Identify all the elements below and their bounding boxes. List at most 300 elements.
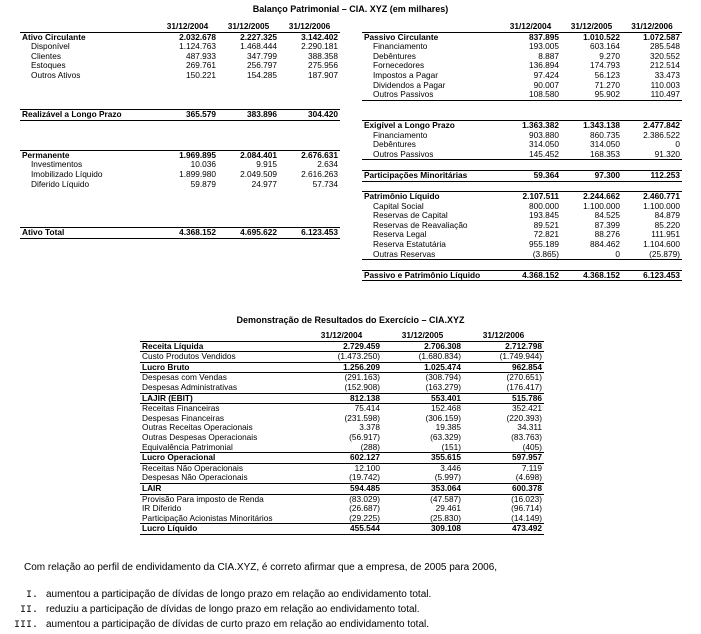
table-row — [20, 61, 340, 71]
blank-cell — [218, 199, 279, 209]
row-label: Imobilizado Líquido — [31, 169, 103, 179]
row-value: 87.399 — [594, 220, 620, 230]
table-row — [140, 494, 544, 504]
row-value: 89.521 — [533, 220, 559, 230]
table-row — [140, 504, 544, 514]
header-row — [362, 22, 682, 32]
row-value: 3.446 — [440, 463, 461, 473]
table-row — [362, 150, 682, 160]
row-value: (47.587) — [430, 494, 461, 504]
spacer-row — [20, 199, 340, 209]
row-value: 353.064 — [382, 483, 463, 494]
row-label: Permanente — [20, 150, 157, 160]
row-label: LAJIR (EBIT) — [140, 393, 301, 404]
year-header: 31/12/2005 — [218, 22, 279, 32]
table-row — [20, 160, 340, 170]
year-header: 31/12/2004 — [500, 22, 561, 32]
row-label: Outros Passivos — [362, 150, 500, 160]
row-label: Patrimônio Líquido — [362, 192, 500, 202]
question-intro: Com relação ao perfil de endividamento da CIA.XYZ, é correto afirmar que a empresa, de 2005 para 2006, — [24, 562, 498, 573]
row-value: 71.270 — [594, 80, 620, 90]
blank-cell — [279, 140, 340, 150]
row-value: (220.393) — [506, 413, 542, 423]
blank-cell — [157, 90, 218, 100]
row-value: (163.279) — [425, 382, 461, 392]
row-value: 72.821 — [533, 230, 559, 240]
row-label: Fornecedores — [373, 61, 425, 71]
row-value: (308.794) — [425, 372, 461, 383]
row-value: 59.879 — [190, 179, 216, 189]
row-value: 152.468 — [431, 403, 461, 414]
row-label: Reserva Legal — [373, 230, 427, 240]
blank-cell — [218, 90, 279, 100]
row-value: 1.124.763 — [179, 42, 216, 52]
row-label: Ativo Circulante — [22, 32, 86, 42]
question-item — [14, 589, 431, 604]
row-value: 6.123.453 — [622, 270, 682, 281]
header-blank — [362, 22, 500, 32]
header-blank — [20, 22, 157, 32]
row-value: (63.329) — [430, 432, 461, 442]
blank-cell — [279, 81, 340, 91]
table-row — [140, 453, 544, 464]
item-numeral: II. — [19, 605, 38, 616]
row-value: 8.887 — [538, 51, 559, 61]
row-label: Passivo Circulante — [364, 32, 439, 42]
spacer-row — [362, 110, 682, 120]
row-value: 365.579 — [157, 110, 218, 121]
row-value: 168.353 — [561, 150, 622, 160]
table-row — [140, 383, 544, 393]
spacer-row — [20, 100, 340, 110]
blank-cell — [561, 110, 622, 120]
table-row — [140, 414, 544, 424]
table-row — [20, 180, 340, 190]
row-value: 10.036 — [190, 160, 216, 170]
row-value: 97.300 — [561, 170, 622, 181]
row-value: 2.290.181 — [301, 42, 338, 52]
row-value: 75.414 — [354, 403, 380, 414]
row-value: 110.003 — [650, 80, 680, 90]
row-value: (16.023) — [511, 494, 542, 504]
row-value: 4.695.622 — [218, 228, 279, 239]
row-label: Clientes — [31, 51, 61, 61]
row-value: 187.907 — [308, 70, 338, 80]
row-value: 4.368.152 — [157, 228, 218, 239]
row-label: Despesas com Vendas — [142, 372, 227, 383]
blank-cell — [500, 260, 561, 271]
question-item — [14, 604, 431, 619]
header-row — [140, 331, 544, 341]
row-label: Capital Social — [373, 201, 424, 211]
blank-cell — [157, 218, 218, 228]
item-text: aumentou a participação de dívidas de longo prazo em relação ao endividamento total. — [46, 589, 432, 600]
blank-cell — [279, 131, 340, 141]
row-value: 1.343.138 — [561, 120, 622, 130]
blank-cell — [279, 208, 340, 218]
row-value: 962.854 — [463, 362, 544, 373]
spacer-row — [362, 160, 682, 171]
spacer-row — [20, 140, 340, 150]
row-label: Despesas Não Operacionais — [142, 473, 248, 483]
row-label: Lucro Líquido — [140, 524, 301, 535]
spacer-row — [20, 218, 340, 228]
spacer-row — [362, 181, 682, 192]
spacer-row — [362, 260, 682, 271]
table-row — [362, 192, 682, 202]
row-value: 275.956 — [308, 61, 338, 71]
row-value: (1.680.834) — [418, 351, 461, 362]
row-value: 352.421 — [512, 403, 542, 414]
row-value: 600.378 — [463, 483, 544, 494]
row-value: 304.420 — [279, 110, 340, 121]
item-text: reduziu a participação de dívidas de longo prazo em relação ao endividamento total. — [46, 604, 420, 615]
blank-cell — [561, 160, 622, 171]
row-value: 84.879 — [654, 211, 680, 221]
table-row — [362, 52, 682, 62]
row-label: Disponível — [31, 42, 70, 52]
table-row — [20, 52, 340, 62]
row-value: 1.104.600 — [643, 240, 680, 250]
row-value: 19.385 — [435, 423, 461, 433]
row-value: 2.227.325 — [240, 32, 277, 42]
spacer-row — [20, 208, 340, 218]
row-value: (176.417) — [506, 382, 542, 392]
blank-cell — [362, 100, 500, 110]
row-label: Receita Líquida — [140, 341, 301, 352]
blank-cell — [218, 131, 279, 141]
row-label: Equivalência Patrimonial — [142, 442, 233, 452]
blank-cell — [622, 160, 682, 171]
row-label: Financiamento — [373, 130, 428, 140]
row-value: 553.401 — [382, 393, 463, 404]
row-value: 1.468.444 — [240, 42, 277, 52]
row-value: (3.865) — [500, 250, 561, 260]
table-row — [362, 221, 682, 231]
table-row — [20, 110, 340, 121]
table-row — [20, 71, 340, 81]
row-value: 59.364 — [500, 170, 561, 181]
blank-cell — [157, 100, 218, 110]
row-value: 88.276 — [594, 230, 620, 240]
table-row — [140, 433, 544, 443]
row-value: 1.969.895 — [157, 150, 218, 160]
row-value: 90.007 — [533, 80, 559, 90]
item-numeral: I. — [25, 590, 38, 601]
blank-cell — [279, 100, 340, 110]
row-value: (19.742) — [349, 473, 380, 483]
table-row — [140, 341, 544, 352]
spacer-row — [20, 189, 340, 199]
table-row — [362, 250, 682, 260]
year-header: 31/12/2006 — [279, 22, 340, 32]
blank-cell — [362, 110, 500, 120]
blank-cell — [622, 110, 682, 120]
blank-cell — [218, 208, 279, 218]
row-label: Reservas de Reavaliação — [373, 220, 468, 230]
row-value: 2.032.678 — [179, 32, 216, 42]
row-value: 136.894 — [529, 61, 559, 71]
blank-cell — [279, 120, 340, 130]
blank-cell — [561, 181, 622, 192]
table-row — [140, 393, 544, 404]
row-value: 285.548 — [650, 42, 680, 52]
row-value: 2.244.662 — [561, 192, 622, 202]
blank-cell — [157, 131, 218, 141]
row-value: 383.896 — [218, 110, 279, 121]
row-label: Outras Despesas Operacionais — [142, 432, 258, 442]
table-row — [140, 443, 544, 453]
row-value: 1.010.522 — [583, 32, 620, 42]
year-header: 31/12/2006 — [463, 331, 544, 341]
blank-cell — [157, 140, 218, 150]
row-value: 193.005 — [529, 42, 559, 52]
table-row — [20, 170, 340, 180]
row-value: 2.729.459 — [301, 341, 382, 352]
row-value: 85.220 — [654, 220, 680, 230]
row-value: 212.514 — [650, 61, 680, 71]
table-row — [20, 32, 340, 42]
blank-cell — [157, 208, 218, 218]
blank-cell — [20, 131, 157, 141]
row-label: Participações Minoritárias — [362, 170, 500, 181]
row-value: (152.908) — [344, 382, 380, 392]
row-label: Lucro Operacional — [140, 453, 301, 464]
balance-title: Balanço Patrimonial – CIA. XYZ (em milhares) — [252, 4, 449, 14]
spacer-row — [362, 100, 682, 110]
row-label: Outras Receitas Operacionais — [142, 423, 253, 433]
table-row — [140, 473, 544, 483]
table-row — [362, 140, 682, 150]
row-label: Despesas Administrativas — [142, 382, 237, 392]
table-row — [362, 202, 682, 212]
row-label: Provisão Para imposto de Renda — [142, 494, 264, 504]
row-label: Debêntures — [373, 51, 416, 61]
row-value: 174.793 — [590, 61, 620, 71]
row-label: Investimentos — [31, 160, 83, 170]
row-value: 2.460.771 — [622, 192, 682, 202]
row-value: 256.797 — [247, 61, 277, 71]
row-label: IR Diferido — [142, 504, 182, 514]
row-label: Estoques — [31, 61, 66, 71]
blank-cell — [279, 199, 340, 209]
row-label: Realizável a Longo Prazo — [20, 110, 157, 121]
blank-cell — [279, 218, 340, 228]
row-value: 33.473 — [654, 70, 680, 80]
blank-cell — [362, 160, 500, 171]
blank-cell — [20, 189, 157, 199]
row-value: 12.100 — [354, 463, 380, 473]
header-blank — [140, 331, 301, 341]
row-value: 2.616.263 — [301, 169, 338, 179]
row-value: (1.749.944) — [499, 351, 542, 362]
row-value: 145.452 — [500, 150, 561, 160]
row-value: 388.358 — [308, 51, 338, 61]
row-value: 150.221 — [186, 70, 216, 80]
row-value: 1.100.000 — [583, 201, 620, 211]
blank-cell — [218, 100, 279, 110]
table-row — [140, 483, 544, 494]
row-value: (56.917) — [349, 432, 380, 442]
table-row — [140, 373, 544, 383]
row-value: 955.189 — [529, 240, 559, 250]
row-value: 269.761 — [186, 61, 216, 71]
year-header: 31/12/2004 — [157, 22, 218, 32]
row-value: 95.902 — [561, 90, 622, 100]
blank-cell — [500, 160, 561, 171]
row-value: 6.123.453 — [279, 228, 340, 239]
blank-cell — [157, 199, 218, 209]
table-row — [362, 120, 682, 130]
row-value: 56.123 — [594, 70, 620, 80]
row-value: 800.000 — [529, 201, 559, 211]
row-label: Diferido Líquido — [31, 179, 90, 189]
row-value: 314.050 — [529, 140, 559, 150]
row-value: 1.256.209 — [301, 362, 382, 373]
row-label: Custo Produtos Vendidos — [142, 351, 236, 362]
blank-cell — [20, 208, 157, 218]
row-label: Financiamento — [373, 42, 428, 52]
table-row — [362, 61, 682, 71]
row-value: 455.544 — [301, 524, 382, 535]
row-value: 515.786 — [463, 393, 544, 404]
row-value: 9.915 — [256, 160, 277, 170]
row-value: (14.149) — [511, 513, 542, 523]
row-label: Outros Ativos — [31, 70, 81, 80]
table-row — [20, 228, 340, 239]
table-row — [140, 514, 544, 524]
row-value: 1.100.000 — [643, 201, 680, 211]
table-row — [362, 32, 682, 42]
row-label: Reserva Estatutária — [373, 240, 446, 250]
question-items — [14, 589, 431, 634]
row-value: 860.735 — [590, 130, 620, 140]
row-value: 347.799 — [247, 51, 277, 61]
blank-cell — [157, 120, 218, 130]
table-row — [362, 170, 682, 181]
row-value: 7.119 — [521, 463, 542, 473]
row-value: 320.552 — [650, 51, 680, 61]
row-value: 2.477.842 — [622, 120, 682, 130]
row-value: 29.461 — [435, 504, 461, 514]
blank-cell — [561, 260, 622, 271]
row-label: Passivo e Patrimônio Líquido — [362, 270, 500, 281]
row-value: 2.107.511 — [500, 192, 561, 202]
row-value: 154.285 — [247, 70, 277, 80]
row-value: 91.320 — [622, 150, 682, 160]
row-value: 111.951 — [651, 230, 680, 240]
row-value: 4.368.152 — [500, 270, 561, 281]
row-value: 4.368.152 — [561, 270, 622, 281]
row-value: 57.734 — [312, 179, 338, 189]
table-row — [362, 71, 682, 81]
year-header: 31/12/2005 — [561, 22, 622, 32]
table-row — [140, 524, 544, 535]
row-value: 84.525 — [594, 211, 620, 221]
table-row — [140, 423, 544, 433]
table-row — [140, 404, 544, 414]
liabilities-table — [362, 22, 682, 281]
row-value: (4.698) — [515, 473, 542, 483]
spacer-row — [20, 120, 340, 130]
blank-cell — [218, 120, 279, 130]
row-label: Participação Acionistas Minoritários — [142, 513, 273, 523]
table-row — [140, 463, 544, 473]
row-value: 34.311 — [517, 423, 542, 433]
row-value: (288) — [360, 442, 380, 452]
table-row — [362, 211, 682, 221]
blank-cell — [157, 81, 218, 91]
row-value: 2.706.308 — [382, 341, 463, 352]
row-value: 2.049.509 — [240, 169, 277, 179]
item-text: aumentou a participação de dívidas de curto prazo em relação ao endividamento total. — [46, 619, 430, 630]
row-value: 597.957 — [463, 453, 544, 464]
blank-cell — [20, 120, 157, 130]
row-value: 309.108 — [382, 524, 463, 535]
blank-cell — [500, 100, 561, 110]
blank-cell — [362, 181, 500, 192]
row-value: (231.598) — [344, 413, 380, 423]
row-value: 903.880 — [529, 130, 559, 140]
blank-cell — [218, 218, 279, 228]
row-label: Lucro Bruto — [140, 362, 301, 373]
row-label: Dividendos a Pagar — [373, 80, 446, 90]
blank-cell — [362, 260, 500, 271]
row-label: Debêntures — [373, 140, 416, 150]
row-value: 314.050 — [590, 140, 620, 150]
row-value: 473.492 — [463, 524, 544, 535]
header-row — [20, 22, 340, 32]
row-value: 108.580 — [500, 90, 561, 100]
row-value: (151) — [441, 442, 461, 452]
row-value: 884.462 — [590, 240, 620, 250]
blank-cell — [500, 181, 561, 192]
year-header: 31/12/2005 — [382, 331, 463, 341]
table-row — [362, 90, 682, 100]
row-value: (1.473.250) — [337, 351, 380, 362]
row-value: 3.142.402 — [301, 32, 338, 42]
blank-cell — [20, 90, 157, 100]
row-label: Ativo Total — [20, 228, 157, 239]
spacer-row — [20, 131, 340, 141]
row-label: Receitas Financeiras — [142, 403, 220, 414]
row-value: 3.378 — [359, 423, 380, 433]
row-value: (270.651) — [506, 372, 542, 383]
table-row — [20, 42, 340, 52]
blank-cell — [20, 199, 157, 209]
row-value: 1.072.587 — [643, 32, 680, 42]
blank-cell — [20, 100, 157, 110]
row-value: 837.895 — [529, 32, 559, 42]
row-value: 594.485 — [301, 483, 382, 494]
row-label: Outros Passivos — [362, 90, 500, 100]
row-value: 110.497 — [622, 90, 682, 100]
table-row — [20, 150, 340, 160]
row-value: 2.676.631 — [279, 150, 340, 160]
blank-cell — [218, 189, 279, 199]
row-value: 603.164 — [590, 42, 620, 52]
spacer-row — [20, 90, 340, 100]
row-label: LAIR — [140, 483, 301, 494]
row-value: 97.424 — [533, 70, 559, 80]
blank-cell — [622, 260, 682, 271]
row-value: (96.714) — [511, 504, 542, 514]
table-row — [362, 270, 682, 281]
row-value: 0 — [561, 250, 622, 260]
table-row — [140, 352, 544, 363]
row-label: Outras Reservas — [362, 250, 500, 260]
row-value: 355.615 — [382, 453, 463, 464]
